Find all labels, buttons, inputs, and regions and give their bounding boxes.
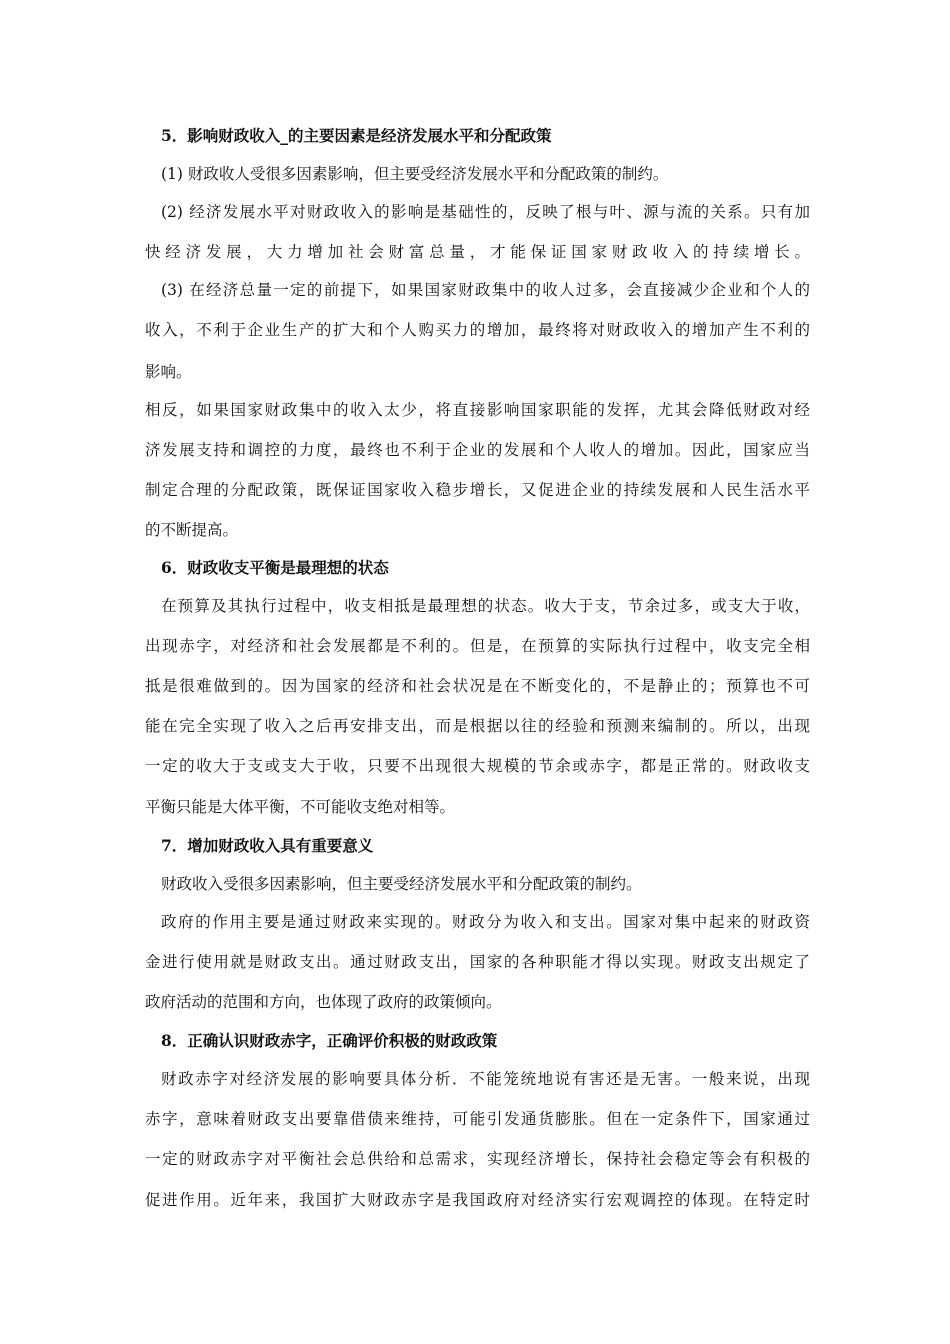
paragraph-line: (3) 在经济总量一定的前提下，如果国家财政集中的收人过多，会直接减少企业和个人的 xyxy=(161,281,810,299)
paragraph-line: 出现赤字，对经济和社会发展都是不利的。但是，在预算的实际执行过程中，收支完全相 xyxy=(145,637,810,655)
paragraph-line: 相反，如果国家财政集中的收入太少，将直接影响国家职能的发挥，尤其会降低财政对经 xyxy=(145,401,810,419)
paragraph-line: (1) 财政收人受很多因素影响，但主要受经济发展水平和分配政策的制约。 xyxy=(161,165,669,183)
paragraph-line: 金进行使用就是财政支出。通过财政支出，国家的各种职能才得以实现。财政支出规定了 xyxy=(145,953,810,971)
paragraph-line: 政府活动的范围和方向，也体现了政府的政策倾向。 xyxy=(145,993,502,1011)
paragraph-line: 一定的收大于支或支大于收，只要不出现很大规模的节余或赤字，都是正常的。财政收支 xyxy=(145,757,810,775)
section-5-heading: 5．影响财政收入_的主要因素是经济发展水平和分配政策 xyxy=(161,126,552,145)
section-8-heading: 8．正确认识财政赤字，正确评价积极的财政政策 xyxy=(161,1031,498,1050)
section-6-heading: 6．财政收支平衡是最理想的状态 xyxy=(161,558,389,577)
paragraph-line: 一定的财政赤字对平衡社会总供给和总需求，实现经济增长，保持社会稳定等会有积极的 xyxy=(145,1150,810,1168)
paragraph-line: 平衡只能是大体平衡，不可能收支绝对相等。 xyxy=(145,798,456,816)
paragraph-line: 济发展支持和调控的力度，最终也不利于企业的发展和个人收人的增加。因此，国家应当 xyxy=(145,441,810,459)
paragraph-line: (2) 经济发展水平对财政收入的影响是基础性的，反映了根与叶、源与流的关系。只有加 xyxy=(161,203,810,221)
section-7-heading: 7．增加财政收入具有重要意义 xyxy=(161,836,374,855)
paragraph-line: 收入，不利于企业生产的扩大和个人购买力的增加，最终将对财政收入的增加产生不利的 xyxy=(145,321,810,339)
paragraph-line: 财政收入受很多因素影响，但主要受经济发展水平和分配政策的制约。 xyxy=(161,875,642,893)
paragraph-line: 制定合理的分配政策，既保证国家收入稳步增长，又促进企业的持续发展和人民生活水平 xyxy=(145,481,810,499)
paragraph-line: 财政赤字对经济发展的影响要具体分析．不能笼统地说有害还是无害。一般来说，出现 xyxy=(161,1070,810,1088)
paragraph-line: 在预算及其执行过程中，收支相抵是最理想的状态。收大于支，节余过多，或支大于收， xyxy=(161,597,810,615)
paragraph-line: 抵是很难做到的。因为国家的经济和社会状况是在不断变化的，不是静止的；预算也不可 xyxy=(145,677,810,695)
paragraph-line: 能在完全实现了收入之后再安排支出，而是根据以往的经验和预测来编制的。所以，出现 xyxy=(145,717,810,735)
paragraph-line: 快经济发展，大力增加社会财富总量，才能保证国家财政收入的持续增长。 xyxy=(145,243,810,261)
paragraph-line: 影响。 xyxy=(145,363,192,381)
paragraph-line: 政府的作用主要是通过财政来实现的。财政分为收入和支出。国家对集中起来的财政资 xyxy=(161,913,810,931)
paragraph-line: 促进作用。近年来，我国扩大财政赤字是我国政府对经济实行宏观调控的体现。在特定时 xyxy=(145,1191,810,1209)
paragraph-line: 的不断提高。 xyxy=(145,521,239,539)
paragraph-line: 赤字，意味着财政支出要靠借债来维持，可能引发通货膨胀。但在一定条件下，国家通过 xyxy=(145,1110,810,1128)
